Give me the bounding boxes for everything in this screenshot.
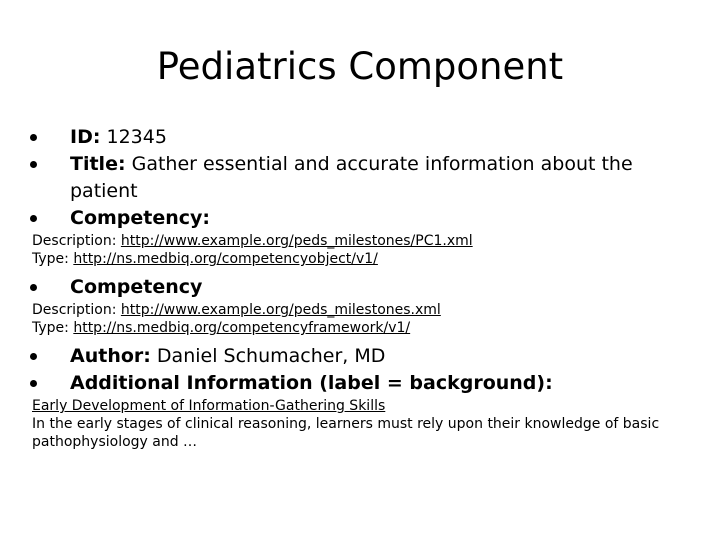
competency-1-type-link[interactable]: http://ns.medbiq.org/competencyobject/v1/ [73, 251, 378, 267]
bullet-competency-2 [30, 274, 700, 301]
competency-2-description-label: Description: [32, 302, 117, 318]
bullet-id [30, 124, 700, 151]
bullet-dot-icon [30, 215, 37, 222]
additional-info-label: Additional Information (label = background): [70, 372, 553, 394]
competency-2-label: Competency [70, 276, 203, 298]
bullet-list [30, 124, 700, 451]
competency-2-type-label: Type: [32, 320, 69, 336]
bullet-dot-icon [30, 284, 37, 291]
competency-1-type-label: Type: [32, 251, 69, 267]
bullet-dot-icon [30, 134, 37, 141]
title-label: Title: [70, 153, 126, 175]
bullet-dot-icon [30, 161, 37, 168]
author-label: Author: [70, 345, 151, 367]
competency-1-description-label: Description: [32, 233, 117, 249]
bullet-additional-info [30, 370, 700, 397]
additional-info-details [30, 397, 700, 451]
competency-1-description-link[interactable]: http://www.example.org/peds_milestones/PC1.xml [120, 233, 473, 249]
bullet-dot-icon [30, 380, 37, 387]
slide-title: Pediatrics Component [156, 45, 564, 88]
id-label: ID: [70, 126, 101, 148]
bullet-competency-1 [30, 205, 700, 232]
author-value: Daniel Schumacher, MD [156, 345, 386, 367]
competency-1-details [30, 232, 700, 268]
bullet-dot-icon [30, 353, 37, 360]
additional-info-heading: Early Development of Information-Gathering Skills [32, 398, 386, 414]
bullet-author [30, 343, 700, 370]
competency-2-description-link[interactable]: http://www.example.org/peds_milestones.xml [120, 302, 441, 318]
id-value: 12345 [106, 126, 167, 148]
competency-2-details [30, 301, 700, 337]
competency-1-label: Competency: [70, 207, 211, 229]
bullet-title [30, 151, 700, 205]
competency-2-type-link[interactable]: http://ns.medbiq.org/competencyframework/v1/ [73, 320, 411, 336]
additional-info-text: In the early stages of clinical reasoning, learners must rely upon their knowledge of basic pathophysiology and … [32, 416, 660, 450]
title-value: Gather essential and accurate information about the patient [70, 153, 633, 202]
